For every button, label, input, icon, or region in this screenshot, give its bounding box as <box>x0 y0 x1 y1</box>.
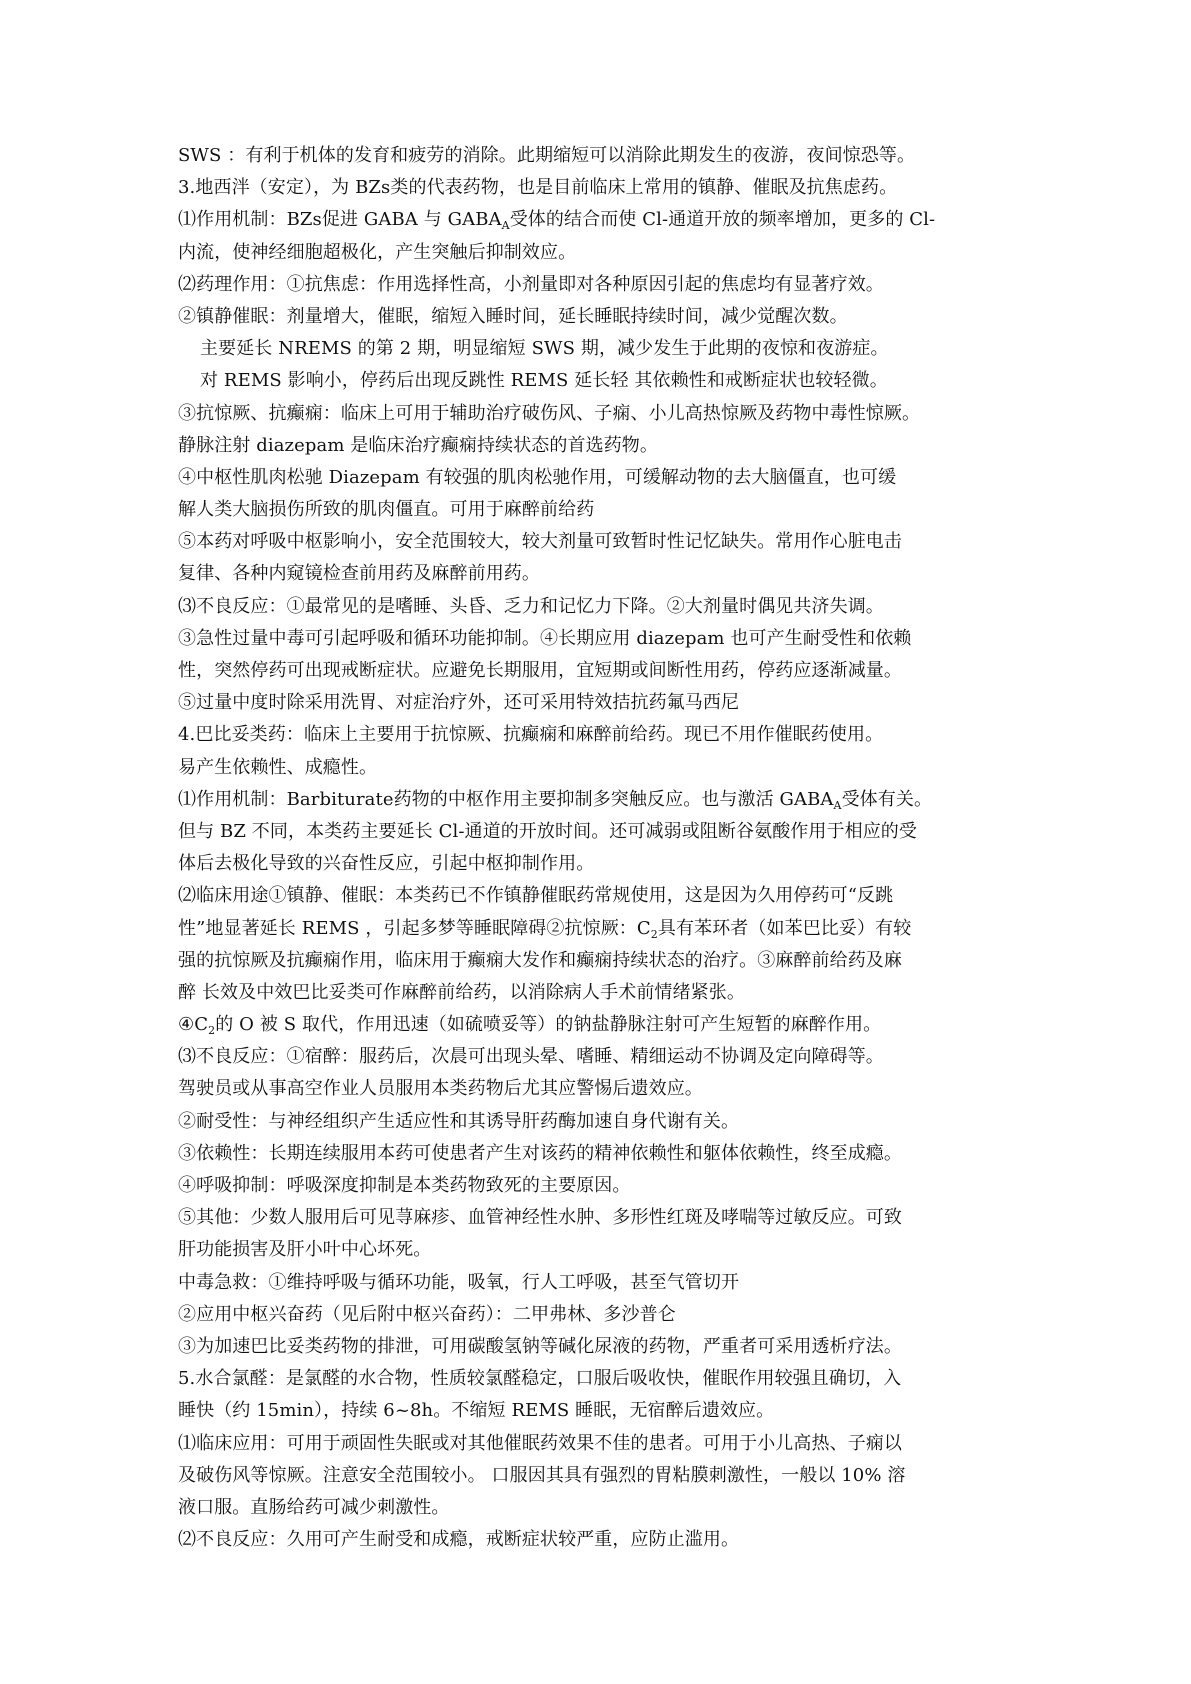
text-segment: 但与 BZ 不同，本类药主要延长 Cl-通道的开放时间。还可减弱或阻断谷氨酸作用于相应的受 <box>178 820 918 842</box>
text-line <box>178 848 1018 880</box>
text-segment: 4.巴比妥类药：临床上主要用于抗惊厥、抗癫痫和麻醉前给药。现已不用作催眠药使用。 <box>178 724 884 746</box>
text-line <box>178 1106 1018 1138</box>
text-line <box>178 1138 1018 1170</box>
subscript-text: A <box>501 219 510 233</box>
document-body <box>178 140 1018 1556</box>
text-segment: ⑵临床用途①镇静、催眠：本类药已不作镇静催眠药常规使用，这是因为久用停药可“反跳 <box>178 885 894 907</box>
text-line <box>178 719 1018 751</box>
text-line <box>178 1267 1018 1299</box>
text-line <box>178 880 1018 912</box>
text-segment: ④呼吸抑制：呼吸深度抑制是本类药物致死的主要原因。 <box>178 1175 631 1196</box>
text-segment: ③为加速巴比妥类药物的排泄，可用碳酸氢钠等碱化尿液的药物，严重者可采用透析疗法。 <box>178 1335 902 1357</box>
text-line <box>178 1428 1018 1460</box>
text-segment: 强的抗惊厥及抗癫痫作用，临床用于癫痫大发作和癫痫持续状态的治疗。③麻醉前给药及麻 <box>178 949 902 971</box>
subscript-text: A <box>833 798 842 812</box>
text-line <box>178 1234 1018 1266</box>
text-segment: ⑤过量中度时除采用洗胃、对症治疗外，还可采用特效拮抗药氟马西尼 <box>178 692 740 714</box>
text-line <box>178 591 1018 623</box>
text-segment: ⑶不良反应：①宿醉：服药后，次晨可出现头晕、嗜睡、精细运动不协调及定向障碍等。 <box>178 1046 884 1068</box>
text-line <box>178 623 1018 655</box>
text-segment: ⑶不良反应：①最常见的是嗜睡、头昏、乏力和记忆力下降。②大剂量时偶见共济失调。 <box>178 595 884 617</box>
text-line <box>178 784 1018 816</box>
text-segment: 及破伤风等惊厥。注意安全范围较小。 口服因其具有强烈的胃粘膜刺激性，一般以 10% 溶 <box>178 1464 906 1486</box>
text-segment: ③依赖性：长期连续服用本药可使患者产生对该药的精神依赖性和躯体依赖性，终至成瘾。 <box>178 1142 902 1164</box>
text-segment: 醉 长效及中效巴比妥类可作麻醉前给药，以消除病人手术前情绪紧张。 <box>178 981 745 1003</box>
text-segment: ④C <box>178 1014 209 1036</box>
text-line <box>178 655 1018 687</box>
text-line <box>178 1524 1018 1556</box>
text-segment: 肝功能损害及肝小叶中心坏死。 <box>178 1239 432 1261</box>
text-line <box>178 526 1018 558</box>
text-line <box>178 1363 1018 1395</box>
text-line <box>178 140 1018 172</box>
text-line <box>178 1492 1018 1524</box>
text-line <box>178 816 1018 848</box>
subscript-text: 2 <box>208 1024 216 1038</box>
text-line <box>178 398 1018 430</box>
text-line <box>178 1202 1018 1234</box>
text-segment: 睡快（约 15min），持续 6~8h。不缩短 REMS 睡眠，无宿醉后遗效应。 <box>178 1400 775 1422</box>
text-segment: 驾驶员或从事高空作业人员服用本类药物后尤其应警惕后遗效应。 <box>178 1078 703 1100</box>
text-segment: ⑴作用机制：Barbiturate药物的中枢作用主要抑制多突触反应。也与激活 GABA <box>178 788 834 810</box>
text-segment: 具有苯环者（如苯巴比妥）有较 <box>657 917 912 939</box>
text-segment: 液口服。直肠给药可减少刺激性。 <box>178 1496 450 1518</box>
text-segment: ⑵药理作用：①抗焦虑：作用选择性高，小剂量即对各种原因引起的焦虑均有显著疗效。 <box>178 273 884 295</box>
text-segment: 受体的结合而使 Cl-通道开放的频率增加，更多的 Cl- <box>509 209 936 231</box>
text-segment: 性，突然停药可出现戒断症状。应避免长期服用，宜短期或间断性用药，停药应逐渐减量。 <box>178 660 902 681</box>
subscript-text: 2 <box>650 927 658 941</box>
text-segment: ⑵不良反应：久用可产生耐受和成瘾，戒断症状较严重，应防止滥用。 <box>178 1529 740 1551</box>
text-segment: ⑴临床应用：可用于顽固性失眠或对其他催眠药效果不佳的患者。可用于小儿高热、子痫以 <box>178 1432 902 1454</box>
text-line <box>178 558 1018 590</box>
text-line <box>178 1331 1018 1363</box>
text-segment: 内流，使神经细胞超极化，产生突触后抑制效应。 <box>178 241 577 263</box>
text-line <box>178 1299 1018 1331</box>
text-segment: 体后去极化导致的兴奋性反应，引起中枢抑制作用。 <box>178 853 595 875</box>
text-segment: ②应用中枢兴奋药（见后附中枢兴奋药）：二甲弗林、多沙普仑 <box>178 1303 676 1325</box>
text-line <box>178 1460 1018 1492</box>
text-segment: 受体有关。 <box>841 788 933 810</box>
text-line <box>178 1073 1018 1105</box>
text-segment: 易产生依赖性、成瘾性。 <box>178 756 378 778</box>
text-segment: ⑤其他：少数人服用后可见荨麻疹、血管神经性水肿、多形性红斑及哮喘等过敏反应。可致 <box>178 1207 902 1229</box>
text-line <box>178 752 1018 784</box>
text-line <box>178 430 1018 462</box>
text-segment: ②镇静催眠：剂量增大，催眠，缩短入睡时间，延长睡眠持续时间，减少觉醒次数。 <box>178 305 848 327</box>
text-segment: ③急性过量中毒可引起呼吸和循环功能抑制。④长期应用 diazepam 也可产生耐受性和依赖 <box>178 627 912 649</box>
text-line <box>178 365 1018 397</box>
text-segment: 3.地西泮（安定），为 BZs类的代表药物，也是目前临床上常用的镇静、催眠及抗焦虑药。 <box>178 177 898 199</box>
text-segment: SWS ：有利于机体的发育和疲劳的消除。此期缩短可以消除此期发生的夜游，夜间惊恐等。 <box>178 145 916 166</box>
text-line <box>178 687 1018 719</box>
text-line <box>178 269 1018 301</box>
text-line <box>178 204 1018 236</box>
text-segment: 中毒急救：①维持呼吸与循环功能，吸氧，行人工呼吸，甚至气管切开 <box>178 1271 740 1293</box>
text-segment: 主要延长 NREMS 的第 2 期，明显缩短 SWS 期，减少发生于此期的夜惊和夜游症。 <box>200 338 889 360</box>
text-segment: 的 O 被 S 取代，作用迅速（如硫喷妥等）的钠盐静脉注射可产生短暂的麻醉作用。 <box>215 1014 882 1036</box>
text-line <box>178 1009 1018 1041</box>
text-segment: 静脉注射 diazepam 是临床治疗癫痫持续状态的首选药物。 <box>178 434 659 456</box>
text-segment: ②耐受性：与神经组织产生适应性和其诱导肝药酶加速自身代谢有关。 <box>178 1110 740 1132</box>
text-segment: ③抗惊厥、抗癫痫：临床上可用于辅助治疗破伤风、子痫、小儿高热惊厥及药物中毒性惊厥。 <box>178 402 921 424</box>
text-line <box>178 172 1018 204</box>
text-segment: ⑤本药对呼吸中枢影响小，安全范围较大，较大剂量可致暂时性记忆缺失。常用作心脏电击 <box>178 531 902 553</box>
text-line <box>178 333 1018 365</box>
text-line <box>178 977 1018 1009</box>
text-segment: 对 REMS 影响小，停药后出现反跳性 REMS 延长轻 其依赖性和戒断症状也较轻微。 <box>200 370 888 392</box>
text-line <box>178 1395 1018 1427</box>
text-line <box>178 237 1018 269</box>
text-line <box>178 945 1018 977</box>
text-line <box>178 913 1018 945</box>
text-segment: 复律、各种内窥镜检查前用药及麻醉前用药。 <box>178 563 540 585</box>
text-segment: ⑴作用机制：BZs促进 GABA 与 GABA <box>178 209 502 231</box>
text-segment: 解人类大脑损伤所致的肌肉僵直。可用于麻醉前给药 <box>178 499 595 521</box>
text-line <box>178 462 1018 494</box>
text-segment: 性”地显著延长 REMS ，引起多梦等睡眠障碍②抗惊厥：C <box>178 917 651 939</box>
text-segment: ④中枢性肌肉松驰 Diazepam 有较强的肌肉松驰作用，可缓解动物的去大脑僵直，也可缓 <box>178 466 897 488</box>
text-line <box>178 301 1018 333</box>
text-line <box>178 1170 1018 1202</box>
text-line <box>178 1041 1018 1073</box>
text-segment: 5.水合氯醛：是氯醛的水合物，性质较氯醛稳定，口服后吸收快，催眠作用较强且确切，入 <box>178 1368 902 1390</box>
text-line <box>178 494 1018 526</box>
